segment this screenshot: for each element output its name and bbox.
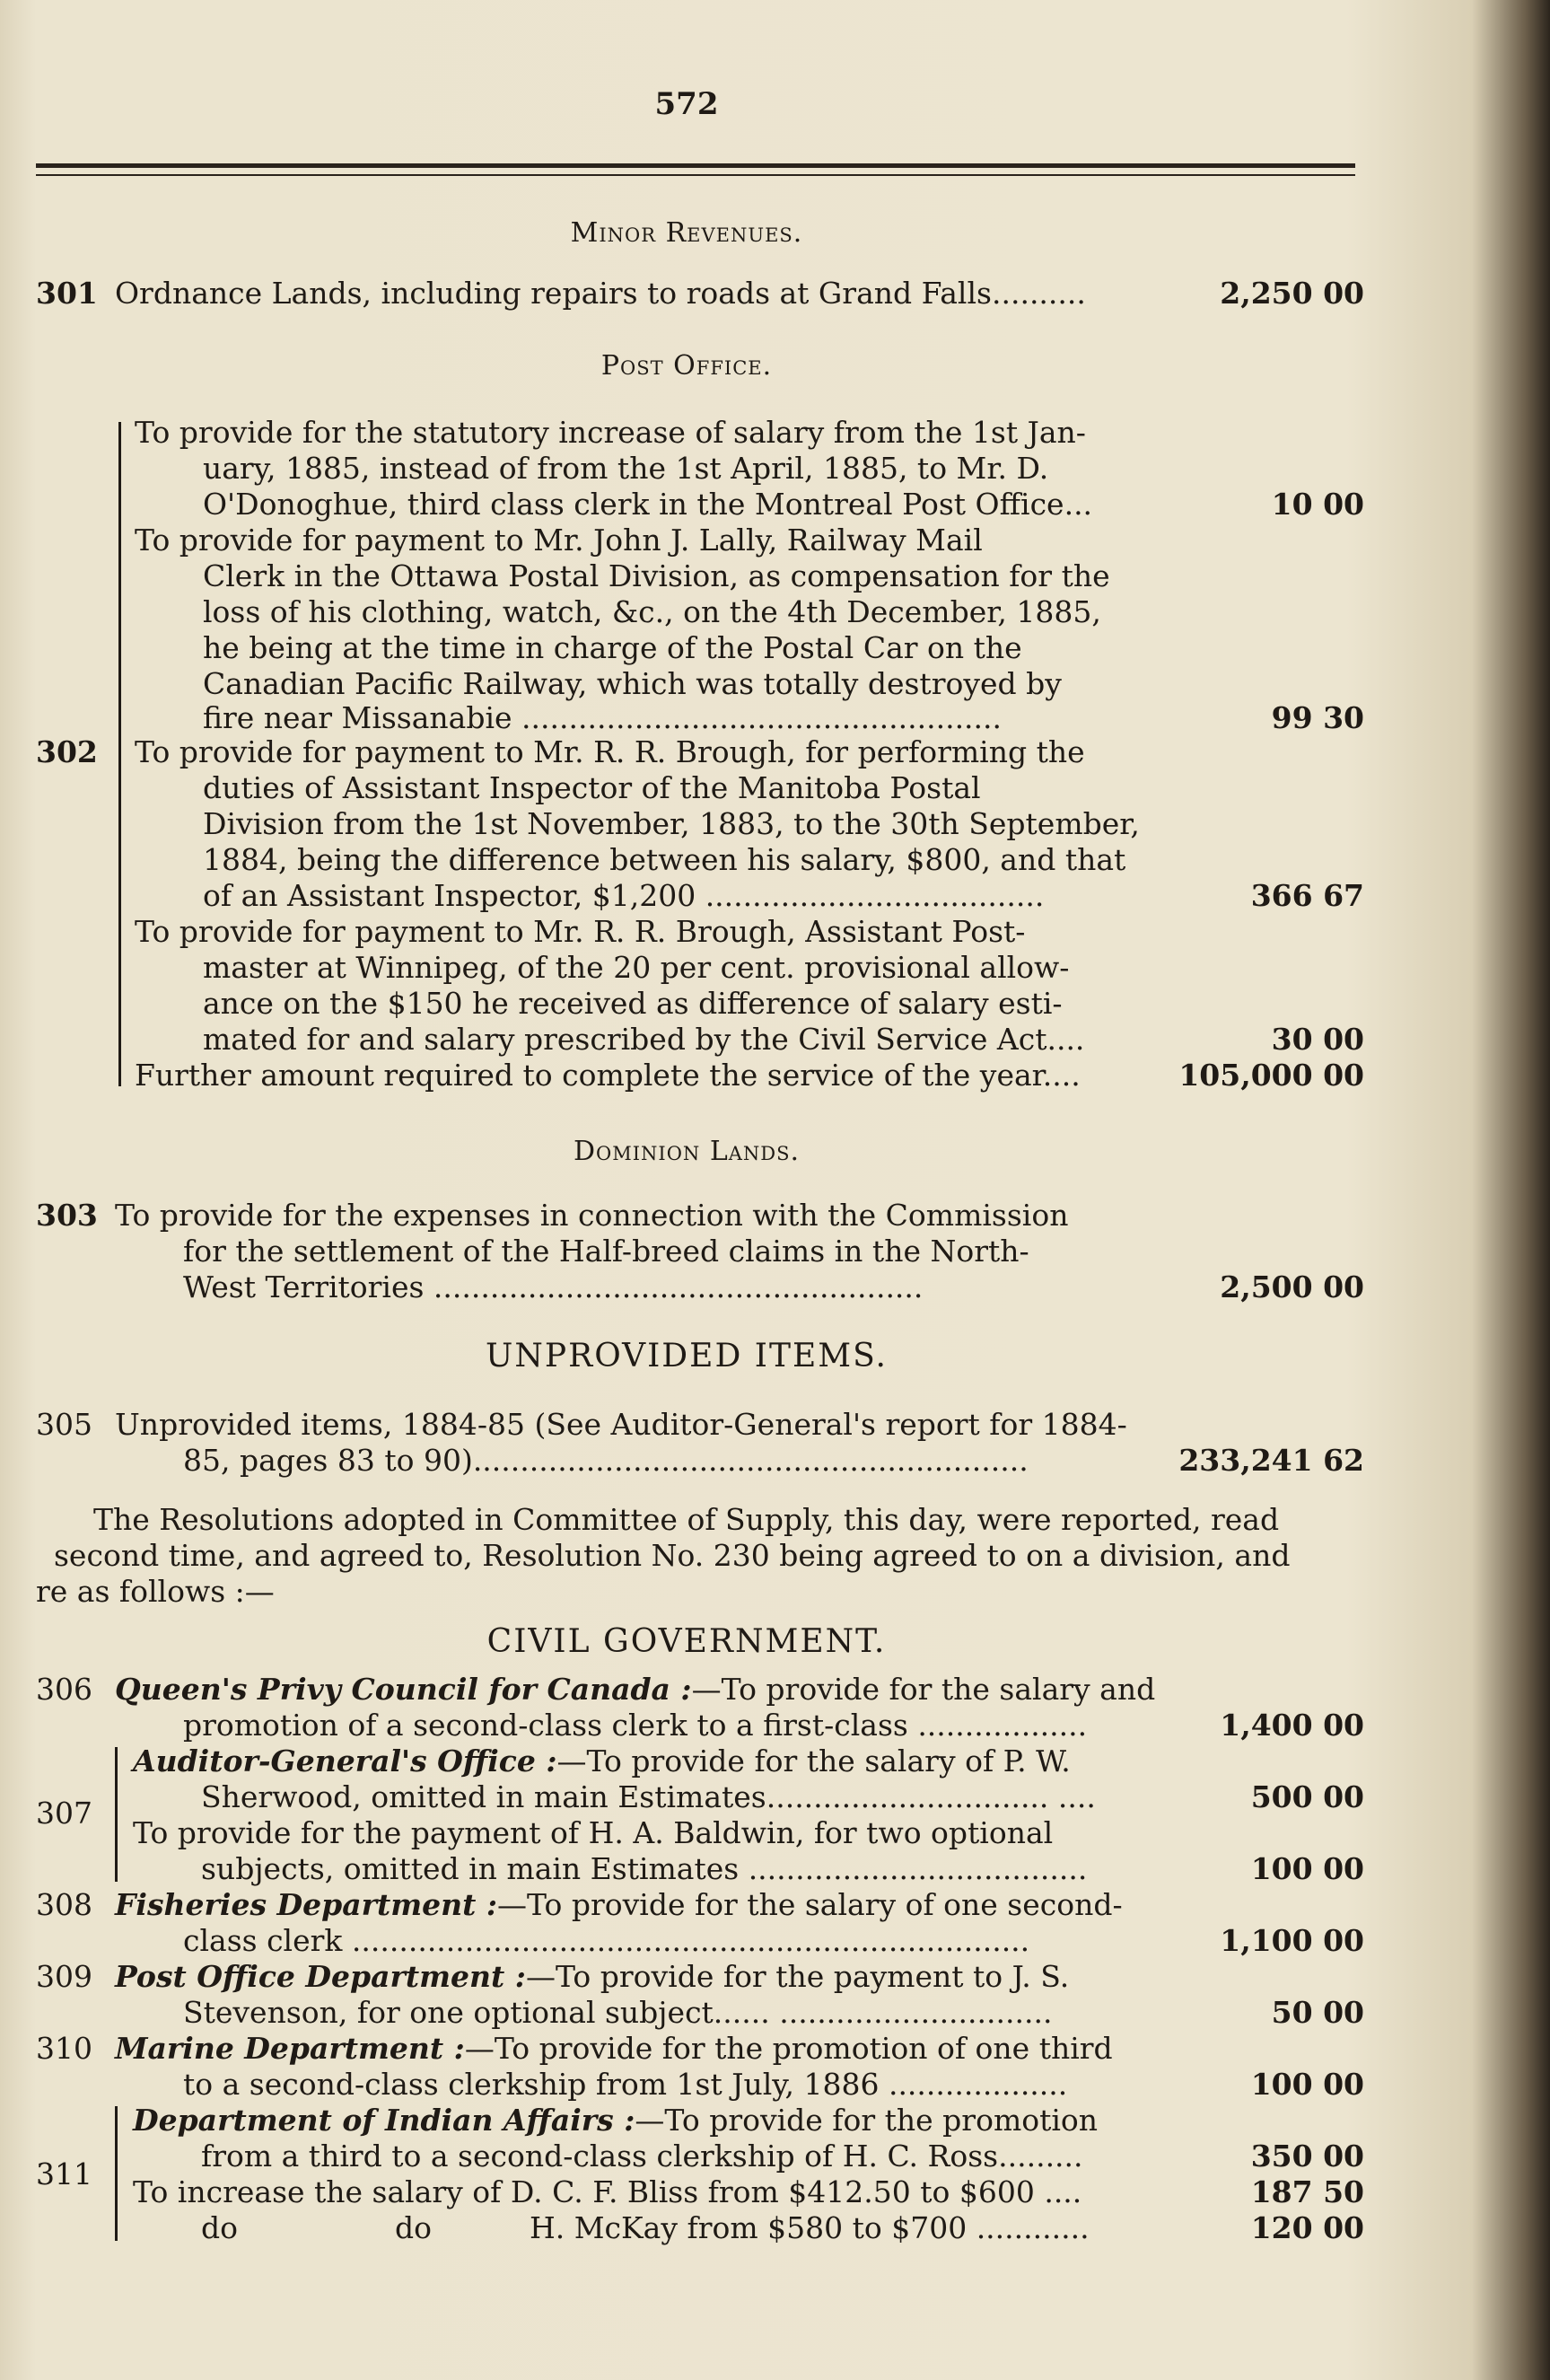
department-name: Department of Indian Affairs : (133, 2103, 635, 2138)
item-amount: 50 00 (1271, 1995, 1364, 2030)
item-text: Post Office Department :—To provide for the payment to J. S. (115, 1959, 1070, 1994)
item-number: 309 (36, 1959, 92, 1994)
item-amount: 366 67 (1250, 878, 1364, 913)
item-text: promotion of a second-class clerk to a first-class .................. (183, 1708, 1088, 1743)
item-brace (115, 1747, 118, 1882)
item-text: To provide for the payment of H. A. Baldwin, for two optional (133, 1815, 1054, 1850)
item-amount: 500 00 (1250, 1779, 1364, 1814)
item-text: ance on the $150 he received as difference of salary esti- (203, 986, 1063, 1021)
item-text: 85, pages 83 to 90)........................................................... (183, 1443, 1029, 1478)
item-amount: 100 00 (1250, 1851, 1364, 1886)
item-text: Fisheries Department :—To provide for the salary of one second- (115, 1887, 1123, 1922)
item-text: master at Winnipeg, of the 20 per cent. provisional allow- (203, 950, 1070, 985)
item-text: Marine Department :—To provide for the promotion of one third (115, 2031, 1113, 2066)
ditto-mark: do (395, 2210, 432, 2245)
item-text: for the settlement of the Half-breed claims in the North- (183, 1234, 1029, 1269)
item-amount: 1,100 00 (1220, 1923, 1364, 1958)
item-text: to a second-class clerkship from 1st July, 1886 ................... (183, 2067, 1068, 2102)
header-rule-thin (36, 174, 1355, 176)
item-text: duties of Assistant Inspector of the Manitoba Postal (203, 770, 981, 805)
item-text: To provide for the statutory increase of salary from the 1st Jan- (135, 415, 1086, 450)
item-text: To increase the salary of D. C. F. Bliss from $412.50 to $600 .... (133, 2174, 1082, 2209)
section-heading-post-office: Post Office. (600, 350, 773, 382)
item-text: class clerk ........................................................................ (183, 1923, 1030, 1958)
item-text: 1884, being the difference between his salary, $800, and that (203, 842, 1126, 877)
item-amount: 100 00 (1250, 2067, 1364, 2102)
item-text: Auditor-General's Office :—To provide for the salary of P. W. (133, 1743, 1071, 1778)
item-text: he being at the time in charge of the Postal Car on the (203, 630, 1022, 665)
department-name: Auditor-General's Office : (133, 1743, 557, 1778)
paragraph-line: re as follows :— (36, 1574, 275, 1609)
item-text: West Territories .................................................... (183, 1269, 924, 1304)
item-amount: 10 00 (1271, 487, 1364, 522)
item-amount: 2,250 00 (1220, 276, 1364, 311)
item-text: Further amount required to complete the service of the year.... (135, 1058, 1081, 1093)
item-text: H. McKay from $580 to $700 ............ (530, 2210, 1090, 2245)
item-text: Queen's Privy Council for Canada :—To provide for the salary and (115, 1672, 1156, 1707)
item-text: Sherwood, omitted in main Estimates.............................. .... (201, 1779, 1096, 1814)
section-heading-unprovided-items: UNPROVIDED ITEMS. (486, 1338, 888, 1374)
item-text: Ordnance Lands, including repairs to roads at Grand Falls.......... (115, 276, 1086, 311)
item-number: 305 (36, 1407, 92, 1442)
item-text: To provide for the expenses in connection with the Commission (115, 1198, 1069, 1233)
item-amount: 187 50 (1250, 2174, 1364, 2209)
item-number: 301 (36, 276, 98, 311)
item-text: of an Assistant Inspector, $1,200 .................................... (203, 878, 1045, 913)
item-text: Stevenson, for one optional subject...... ............................. (183, 1995, 1053, 2030)
item-amount: 99 30 (1271, 700, 1364, 735)
section-heading-minor-revenues: Minor Revenues. (570, 217, 803, 249)
item-amount: 2,500 00 (1220, 1269, 1364, 1304)
item-text: O'Donoghue, third class clerk in the Montreal Post Office... (203, 487, 1093, 522)
item-text: uary, 1885, instead of from the 1st April, 1885, to Mr. D. (203, 451, 1049, 486)
page-number: 572 (654, 86, 719, 122)
item-text: Clerk in the Ottawa Postal Division, as compensation for the (203, 558, 1110, 593)
department-name: Queen's Privy Council for Canada : (115, 1672, 692, 1707)
item-text: from a third to a second-class clerkship of H. C. Ross......... (201, 2138, 1083, 2174)
item-number: 302 (36, 734, 98, 769)
paragraph-line: The Resolutions adopted in Committee of Supply, this day, were reported, read (93, 1502, 1280, 1537)
item-text: subjects, omitted in main Estimates .................................... (201, 1851, 1088, 1886)
item-number: 310 (36, 2031, 92, 2066)
item-amount: 1,400 00 (1220, 1708, 1364, 1743)
item-text: loss of his clothing, watch, &c., on the 4th December, 1885, (203, 594, 1101, 629)
item-text: Canadian Pacific Railway, which was totally destroyed by (203, 666, 1062, 701)
item-brace (115, 2106, 118, 2241)
item-text: fire near Missanabie ................................................... (203, 700, 1003, 735)
item-amount: 30 00 (1271, 1022, 1364, 1057)
item-number: 303 (36, 1198, 98, 1233)
item-text: mated for and salary prescribed by the Civil Service Act.... (203, 1022, 1085, 1057)
header-rule-thick (36, 163, 1355, 168)
department-name: Fisheries Department : (115, 1887, 498, 1922)
item-amount: 233,241 62 (1178, 1443, 1364, 1478)
item-text: To provide for payment to Mr. John J. Lally, Railway Mail (135, 523, 983, 558)
department-name: Marine Department : (115, 2031, 465, 2066)
item-number: 308 (36, 1887, 92, 1922)
item-text: Unprovided items, 1884-85 (See Auditor-General's report for 1884- (115, 1407, 1127, 1442)
item-brace (118, 422, 121, 1086)
department-name: Post Office Department : (115, 1959, 526, 1994)
section-heading-civil-government: CIVIL GOVERNMENT. (486, 1623, 887, 1660)
section-heading-dominion-lands: Dominion Lands. (573, 1136, 801, 1167)
ditto-mark: do (201, 2210, 238, 2245)
item-amount: 120 00 (1250, 2210, 1364, 2245)
item-text: To provide for payment to Mr. R. R. Brough, Assistant Post- (135, 914, 1026, 949)
item-amount: 350 00 (1250, 2138, 1364, 2174)
item-number: 306 (36, 1672, 92, 1707)
item-number: 311 (36, 2156, 92, 2191)
item-text: Department of Indian Affairs :—To provide for the promotion (133, 2103, 1099, 2138)
paragraph-line: second time, and agreed to, Resolution No. 230 being agreed to on a division, and (54, 1538, 1291, 1573)
item-amount: 105,000 00 (1178, 1058, 1364, 1093)
item-number: 307 (36, 1796, 92, 1831)
item-text: To provide for payment to Mr. R. R. Brough, for performing the (135, 734, 1085, 769)
item-text: Division from the 1st November, 1883, to the 30th September, (203, 806, 1140, 841)
